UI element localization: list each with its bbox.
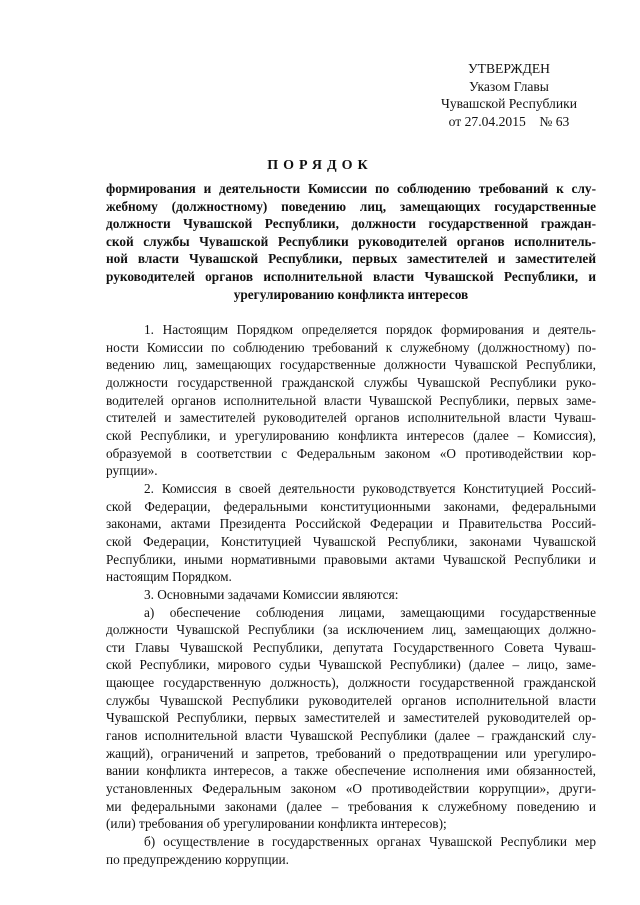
text-line: а) обеспечение соблюдения лицами, замещающими государственные [144, 604, 596, 620]
subtitle-line: формирования и деятельности Комиссии по соблюдению требований к слу- [106, 181, 596, 196]
text-line: б) осуществление в государственных органах Чувашской Республики мер [144, 834, 596, 850]
text-line: настоящим Порядком. [106, 569, 232, 585]
text-line: по предупреждению коррупции. [106, 851, 289, 867]
text-line: ской Федерации, Конституцией Чувашской Республики, законами Чувашской [106, 533, 596, 549]
approval-act: Указом Главы [469, 78, 549, 94]
text-line: Республики, иными нормативными правовыми актами Чувашской Республики и [106, 551, 596, 567]
paragraph-3a [106, 604, 596, 834]
document-title: ПОРЯДОК [267, 158, 373, 173]
text-line: должности государственной гражданской службы Чувашской Республики руко- [106, 374, 596, 390]
subtitle-line: жебному (должностному) поведению лиц, замещающих государственные [106, 198, 596, 214]
subtitle-line: ской службы Чувашской Республики руководителей органов исполнитель- [106, 233, 596, 249]
approval-authority: Чувашской Республики [441, 96, 577, 111]
text-line: ской Республики, и урегулированию конфликта интересов (далее – Комиссия), [106, 427, 596, 443]
text-line: 2. Комиссия в своей деятельности руководствуется Конституцией Россий- [144, 480, 596, 496]
text-line: вании конфликта интересов, а также обеспечение исполнения ими обязанностей, [106, 763, 596, 779]
text-line: 1. Настоящим Порядком определяется порядок формирования и деятель- [144, 322, 596, 337]
text-line: законами, актами Президента Российской Федерации и Правительства Россий- [106, 516, 596, 532]
text-line: службы Чувашской Республики руководителей органов исполнительной власти [106, 692, 596, 708]
paragraph-1 [106, 321, 596, 480]
approval-date-number: от 27.04.2015 № 63 [448, 113, 570, 129]
text-line: ми федеральными законами (далее – требования к служебному поведению и [106, 798, 596, 814]
text-line: (или) требования об урегулировании конфликта интересов); [106, 816, 447, 832]
document-body [106, 321, 596, 868]
text-line: ской Федерации, федеральными конституционными законами, федеральными [106, 498, 596, 514]
text-line: водителей органов исполнительной власти Чувашской Республики, первых замe- [106, 392, 596, 408]
subtitle-line: ной власти Чувашской Республики, первых заместителей и заместителей [106, 251, 596, 267]
subtitle-line: урегулированию конфликта интересов [233, 286, 469, 302]
text-line: установленных Федеральным законом «О противодействии коррупции», други- [106, 781, 596, 797]
subtitle-line: руководителей органов исполнительной власти Чувашской Республики, и [106, 268, 596, 284]
text-line: ганов исполнительной власти Чувашской Республики (далее – гражданский слу- [106, 728, 596, 744]
text-line: ности Комиссии по соблюдению требований к служебному (должностному) по- [106, 339, 596, 355]
paragraph-2 [106, 480, 596, 586]
subtitle-line: должности Чувашской Республики, должности государственной граждан- [106, 216, 596, 232]
text-line: стителей и заместителей руководителей органов исполнительной власти Чуваш- [106, 410, 596, 426]
text-line: ской Республики, мирового судьи Чувашской Республики) (далее – лицо, заме- [106, 657, 596, 673]
text-line: сти Главы Чувашской Республики, депутата Государственного Совета Чуваш- [106, 639, 596, 655]
paragraph-3 [106, 586, 596, 604]
text-line: ведению лиц, замещающих государственные должности Чувашской Республики, [106, 357, 596, 373]
text-line: щающее государственную должность), должности государственной гражданской [106, 675, 596, 691]
approval-status: УТВЕРЖДЕН [468, 61, 550, 76]
text-line: должности Чувашской Республики (за исключением лиц, замещающих должно- [106, 622, 596, 638]
text-line: жащий), ограничений и запретов, требований о предотвращении или урегулиро- [106, 745, 596, 761]
document-subtitle [106, 180, 596, 303]
text-line: Чувашской Республики, первых заместителей и заместителей руководителей ор- [106, 710, 596, 726]
text-line: образуемой в соответствии с Федеральным законом «О противодействии кор- [106, 445, 596, 461]
text-line: рупции». [106, 463, 158, 479]
approval-block [424, 60, 594, 130]
text-line: 3. Основными задачами Комиссии являются: [144, 586, 399, 602]
paragraph-3b [106, 833, 596, 868]
